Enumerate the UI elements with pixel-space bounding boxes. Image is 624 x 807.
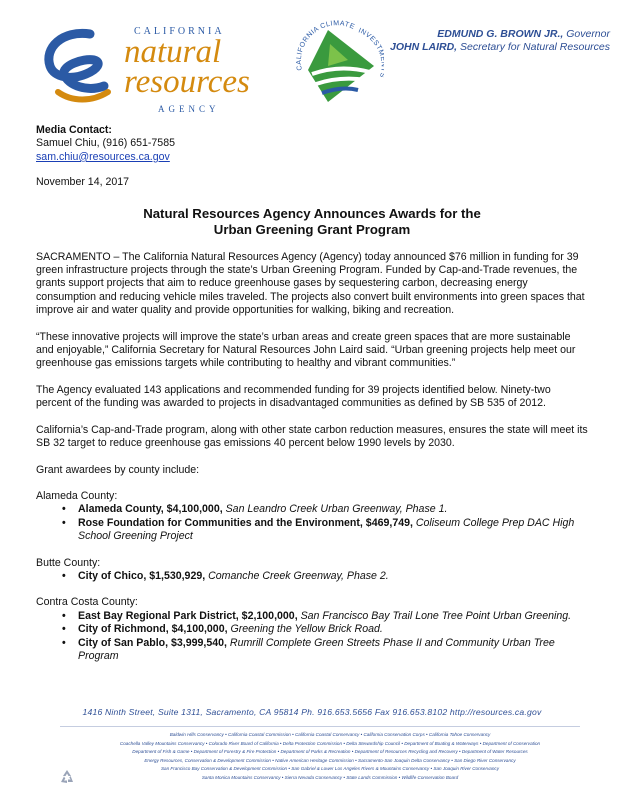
release-title-line1: Natural Resources Agency Announces Awards for the	[143, 205, 481, 221]
cnra-logo-line2: natural	[124, 34, 222, 70]
footer-departments-line: Coachella Valley Mountains Conservancy • Colorado River Board of California • Delta Protection Commission • Delta Stewardship Council • Department of Boating & Waterways • Department of Conservation	[119, 740, 541, 746]
paragraph-evaluation: The Agency evaluated 143 applications and recommended funding for 39 projects identified below. Ninety-two percent of the funding was awarded to projects in disadvantaged communities as defined by SB 535 of 2012.	[36, 383, 551, 410]
award-list	[36, 503, 588, 543]
footer-departments	[70, 731, 590, 783]
footer-divider	[60, 726, 580, 727]
california-climate-investments-logo	[288, 14, 384, 114]
governor-title: Governor	[566, 28, 610, 40]
cnra-logo-line4: AGENCY	[158, 104, 220, 114]
list-item	[62, 503, 588, 516]
county-name: Alameda County:	[36, 489, 118, 502]
award-list	[36, 570, 588, 583]
svg-text:CALIFORNIA CLIMATE: CALIFORNIA CLIMATE	[295, 20, 356, 71]
footer-departments-line: Santa Monica Mountains Conservancy • Sierra Nevada Conservancy • State Lands Commission • Wildlife Conservation Board	[201, 774, 459, 780]
project-name: Coliseum College Prep DAC High School Greening Project	[78, 516, 575, 543]
awardee: City of Richmond, $4,100,000,	[78, 623, 228, 636]
release-date: November 14, 2017	[36, 176, 130, 189]
awardee: Rose Foundation for Communities and the Environment, $469,749,	[78, 516, 413, 529]
awardee: City of San Pablo, $3,999,540,	[78, 636, 227, 649]
list-item	[62, 623, 588, 636]
cnra-logo	[42, 22, 252, 112]
media-contact-email-link[interactable]: sam.chiu@resources.ca.gov	[36, 150, 170, 163]
list-item	[62, 637, 588, 664]
cnra-logo-line1: CALIFORNIA	[134, 26, 225, 37]
svg-text:INVESTMENTS: INVEST	[357, 27, 383, 52]
list-item	[62, 570, 588, 583]
list-item	[62, 610, 588, 623]
footer-departments-line: Baldwin Hills Conservancy • California Coastal Commission • California Coastal Conservancy • California Conservation Corps • California Tahoe Conservancy	[169, 732, 491, 737]
secretary-title: Secretary for Natural Resources	[460, 41, 610, 53]
award-list	[36, 610, 588, 664]
footer-departments-line: San Francisco Bay Conservation & Development Commission • San Gabriel & Lower Los Angeles Rivers & Mountains Conservancy • San Joaquin River Conservancy	[160, 766, 500, 772]
press-release-body	[36, 124, 588, 663]
release-title	[36, 206, 588, 238]
county-name: Contra Costa County:	[36, 596, 138, 609]
paragraph-cap-and-trade: California’s Cap-and-Trade program, along with other state carbon reduction measures, ensures the state will meet its SB 32 target to reduce greenhouse gas emissions 40 percent below 1990 levels by 2030.	[36, 423, 588, 450]
county-name: Butte County:	[36, 556, 101, 569]
awardee: East Bay Regional Park District, $2,100,000,	[78, 609, 298, 622]
awardee: City of Chico, $1,530,929,	[78, 569, 206, 582]
project-name: Rumrill Complete Green Streets Phase II and Community Urban Tree Program	[78, 636, 555, 662]
media-contact-name-phone: Samuel Chiu, (916) 651-7585	[36, 137, 175, 150]
awardee: Alameda County, $4,100,000,	[78, 503, 223, 516]
list-item	[62, 517, 588, 544]
paragraph-quote: “These innovative projects will improve the state’s urban areas and create green spaces that are more sustainable and enjoyable,” California Secretary for Natural Resources John Laird said. “Urban greening projects help meet our greenhouse gas emissions targets while contributing to healthy and vibrant communities.”	[36, 330, 576, 370]
footer-departments-line: Department of Fish & Game • Department of Forestry & Fire Protection • Department of Parks & Recreation • Department of Resources Recycling and Recovery • Department of Water Resources	[132, 749, 528, 755]
paragraph-awardees-intro: Grant awardees by county include:	[36, 463, 200, 476]
footer-address: 1416 Ninth Street, Suite 1311, Sacramento, CA 95814 Ph. 916.653.5656 Fax 916.653.8102 http://resources.ca.gov	[82, 707, 542, 717]
release-title-line2: Urban Greening Grant Program	[213, 221, 411, 237]
media-contact-label: Media Contact:	[36, 124, 112, 136]
footer-departments-line: Energy Resources, Conservation & Development Commission • Native American Heritage Commission • Sacramento-San Joaquin Delta Conservancy • San Diego River Conservancy	[144, 757, 516, 763]
cci-emblem-icon	[288, 14, 384, 114]
cnra-swoosh-icon	[42, 22, 122, 112]
recycle-icon	[58, 768, 76, 786]
project-name: San Leandro Creek Urban Greenway, Phase 1.	[225, 503, 448, 516]
project-name: San Francisco Bay Trail Lone Tree Point Urban Greening.	[300, 609, 572, 622]
project-name: Greening the Yellow Brick Road.	[230, 623, 383, 636]
cnra-logo-line3: resources	[124, 64, 250, 100]
letterhead	[0, 0, 624, 118]
county-section-butte	[36, 557, 588, 584]
county-section-alameda	[36, 490, 588, 544]
project-name: Comanche Creek Greenway, Phase 2.	[208, 569, 389, 582]
county-section-contra-costa	[36, 596, 588, 663]
governor-name: EDMUND G. BROWN JR.,	[437, 28, 564, 40]
secretary-name: JOHN LAIRD,	[390, 41, 458, 53]
officials-block	[390, 28, 610, 54]
paragraph-intro: SACRAMENTO – The California Natural Resources Agency (Agency) today announced $76 million in funding for 39 green infrastructure projects through the state’s Urban Greening Program. Funded by Cap-and-Trade revenues, the grants support projects that aim to reduce greenhouse gases by sequestering carbon, decreasing energy consumption and reducing vehicle miles traveled. The projects also convert built environments into green spaces that improve air and water quality and provide opportunities for walking, biking and recreation.	[36, 250, 585, 317]
